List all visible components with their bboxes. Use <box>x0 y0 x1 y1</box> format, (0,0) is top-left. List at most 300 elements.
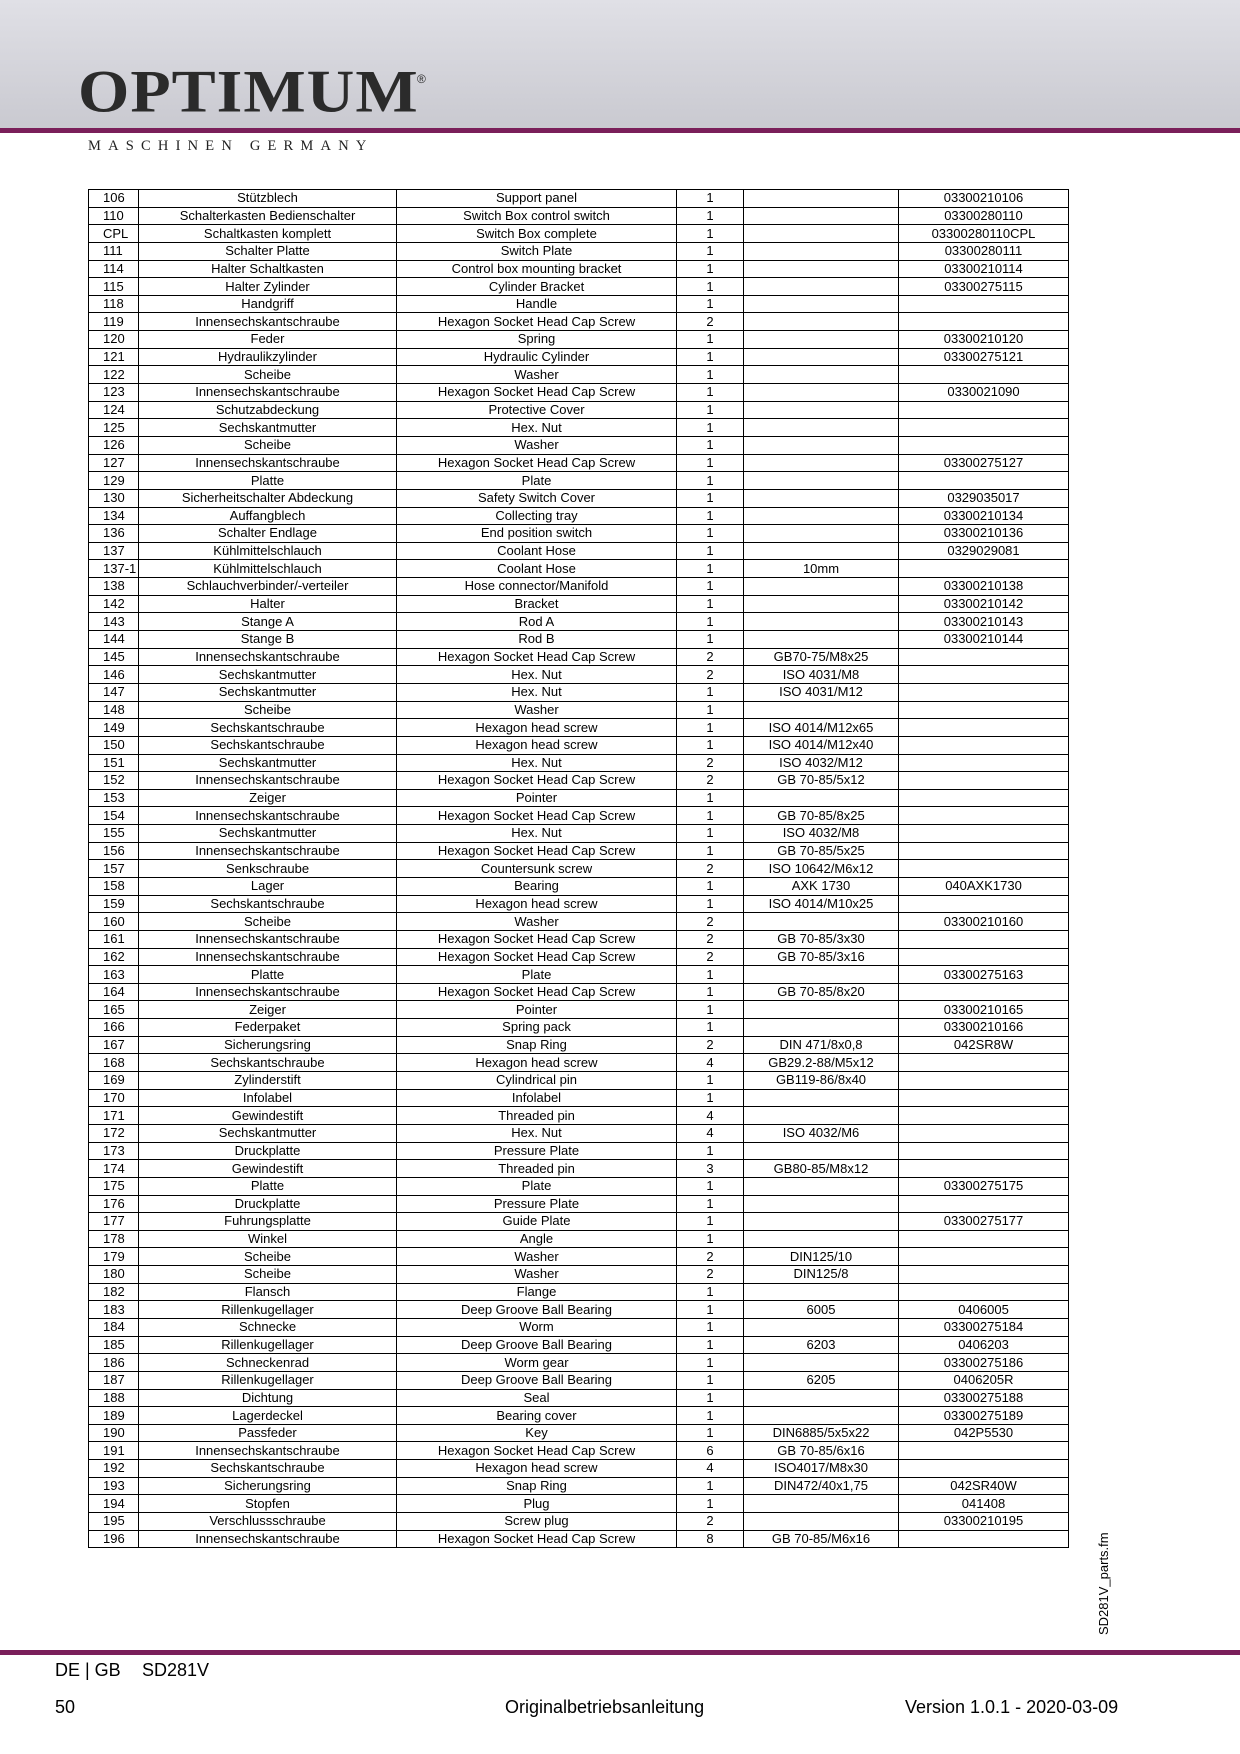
cell-position: 160 <box>89 913 139 931</box>
cell-position: 144 <box>89 631 139 649</box>
table-row <box>89 1248 1069 1266</box>
cell-quantity: 1 <box>677 736 744 754</box>
cell-size <box>744 1107 899 1125</box>
parts-table <box>88 189 1069 1548</box>
cell-designation-en: Hexagon Socket Head Cap Screw <box>397 1530 677 1548</box>
cell-item-no <box>899 1089 1069 1107</box>
cell-position: 154 <box>89 807 139 825</box>
cell-designation-en: Hexagon Socket Head Cap Screw <box>397 930 677 948</box>
cell-quantity: 1 <box>677 242 744 260</box>
cell-quantity: 1 <box>677 877 744 895</box>
cell-quantity: 2 <box>677 754 744 772</box>
cell-position: 111 <box>89 242 139 260</box>
cell-designation-en: Hexagon head screw <box>397 736 677 754</box>
cell-quantity: 1 <box>677 1001 744 1019</box>
cell-position: 120 <box>89 331 139 349</box>
cell-designation-de: Hydraulikzylinder <box>139 348 397 366</box>
cell-position: 176 <box>89 1195 139 1213</box>
cell-designation-en: Hexagon Socket Head Cap Screw <box>397 948 677 966</box>
cell-item-no: 0406203 <box>899 1336 1069 1354</box>
cell-designation-en: Hex. Nut <box>397 683 677 701</box>
table-row <box>89 384 1069 402</box>
cell-quantity: 2 <box>677 930 744 948</box>
cell-item-no: 03300210134 <box>899 507 1069 525</box>
cell-size: GB119-86/8x40 <box>744 1072 899 1090</box>
cell-designation-de: Innensechskantschraube <box>139 1442 397 1460</box>
table-row <box>89 860 1069 878</box>
cell-position: 167 <box>89 1036 139 1054</box>
cell-designation-en: Countersunk screw <box>397 860 677 878</box>
cell-size <box>744 489 899 507</box>
cell-size: ISO 4032/M6 <box>744 1124 899 1142</box>
cell-designation-de: Stange A <box>139 613 397 631</box>
cell-item-no <box>899 1248 1069 1266</box>
cell-quantity: 4 <box>677 1107 744 1125</box>
cell-designation-en: Washer <box>397 1266 677 1284</box>
cell-designation-de: Scheibe <box>139 436 397 454</box>
cell-position: 168 <box>89 1054 139 1072</box>
table-row <box>89 225 1069 243</box>
cell-item-no: 040AXK1730 <box>899 877 1069 895</box>
cell-position: 188 <box>89 1389 139 1407</box>
cell-designation-en: Pressure Plate <box>397 1142 677 1160</box>
cell-designation-de: Auffangblech <box>139 507 397 525</box>
cell-designation-de: Stützblech <box>139 190 397 208</box>
cell-size <box>744 436 899 454</box>
cell-position: 152 <box>89 772 139 790</box>
table-row <box>89 595 1069 613</box>
cell-designation-de: Innensechskantschraube <box>139 983 397 1001</box>
cell-item-no <box>899 789 1069 807</box>
cell-item-no <box>899 948 1069 966</box>
cell-designation-en: Hexagon Socket Head Cap Screw <box>397 807 677 825</box>
cell-designation-en: Hexagon head screw <box>397 1460 677 1478</box>
cell-item-no: 03300275127 <box>899 454 1069 472</box>
cell-designation-de: Stange B <box>139 631 397 649</box>
table-row <box>89 1354 1069 1372</box>
cell-item-no: 03300275163 <box>899 966 1069 984</box>
parts-table-body <box>89 190 1069 1548</box>
cell-item-no <box>899 1142 1069 1160</box>
table-row <box>89 1160 1069 1178</box>
cell-designation-de: Sechskantschraube <box>139 895 397 913</box>
cell-designation-de: Zylinderstift <box>139 1072 397 1090</box>
cell-item-no <box>899 1283 1069 1301</box>
cell-designation-en: Hexagon head screw <box>397 895 677 913</box>
cell-designation-en: Guide Plate <box>397 1213 677 1231</box>
table-row <box>89 1371 1069 1389</box>
cell-designation-en: Washer <box>397 366 677 384</box>
cell-designation-en: Handle <box>397 295 677 313</box>
cell-designation-de: Innensechskantschraube <box>139 930 397 948</box>
cell-designation-en: Plug <box>397 1495 677 1513</box>
cell-quantity: 3 <box>677 1160 744 1178</box>
cell-size: ISO 4031/M8 <box>744 666 899 684</box>
table-row <box>89 772 1069 790</box>
cell-designation-de: Rillenkugellager <box>139 1336 397 1354</box>
cell-quantity: 2 <box>677 1036 744 1054</box>
cell-item-no <box>899 472 1069 490</box>
cell-item-no <box>899 1530 1069 1548</box>
cell-size: ISO 4032/M12 <box>744 754 899 772</box>
cell-designation-de: Innensechskantschraube <box>139 454 397 472</box>
cell-designation-en: Spring pack <box>397 1019 677 1037</box>
cell-size: ISO 4014/M12x65 <box>744 719 899 737</box>
table-row <box>89 1424 1069 1442</box>
table-row <box>89 789 1069 807</box>
brand-logo: OPTIMUM <box>78 58 419 126</box>
document-version: Version 1.0.1 - 2020-03-09 <box>905 1697 1119 1717</box>
table-row <box>89 542 1069 560</box>
cell-quantity: 1 <box>677 260 744 278</box>
cell-quantity: 2 <box>677 648 744 666</box>
cell-designation-en: Hexagon Socket Head Cap Screw <box>397 384 677 402</box>
table-row <box>89 701 1069 719</box>
table-row <box>89 454 1069 472</box>
cell-position: 174 <box>89 1160 139 1178</box>
cell-item-no: 03300210160 <box>899 913 1069 931</box>
cell-size <box>744 242 899 260</box>
cell-item-no: 0406205R <box>899 1371 1069 1389</box>
cell-quantity: 1 <box>677 1019 744 1037</box>
cell-designation-en: Worm gear <box>397 1354 677 1372</box>
cell-size <box>744 1319 899 1337</box>
cell-designation-de: Halter Schaltkasten <box>139 260 397 278</box>
cell-position: 146 <box>89 666 139 684</box>
cell-position: 172 <box>89 1124 139 1142</box>
cell-designation-en: Safety Switch Cover <box>397 489 677 507</box>
cell-item-no: 042SR8W <box>899 1036 1069 1054</box>
cell-designation-de: Sechskantschraube <box>139 1460 397 1478</box>
cell-quantity: 2 <box>677 948 744 966</box>
cell-quantity: 1 <box>677 1371 744 1389</box>
table-row <box>89 648 1069 666</box>
cell-quantity: 1 <box>677 207 744 225</box>
cell-designation-de: Zeiger <box>139 1001 397 1019</box>
cell-position: CPL <box>89 225 139 243</box>
cell-item-no <box>899 666 1069 684</box>
cell-size: ISO 4031/M12 <box>744 683 899 701</box>
table-row <box>89 242 1069 260</box>
cell-position: 190 <box>89 1424 139 1442</box>
cell-designation-de: Schalter Platte <box>139 242 397 260</box>
cell-item-no: 03300275186 <box>899 1354 1069 1372</box>
cell-designation-de: Innensechskantschraube <box>139 948 397 966</box>
cell-quantity: 1 <box>677 966 744 984</box>
cell-item-no: 03300275115 <box>899 278 1069 296</box>
cell-position: 177 <box>89 1213 139 1231</box>
cell-position: 187 <box>89 1371 139 1389</box>
cell-item-no: 03300275184 <box>899 1319 1069 1337</box>
cell-size: GB 70-85/3x30 <box>744 930 899 948</box>
cell-designation-de: Innensechskantschraube <box>139 842 397 860</box>
cell-designation-de: Druckplatte <box>139 1142 397 1160</box>
cell-designation-de: Innensechskantschraube <box>139 313 397 331</box>
table-row <box>89 1177 1069 1195</box>
cell-designation-en: Hex. Nut <box>397 1124 677 1142</box>
table-row <box>89 825 1069 843</box>
table-row <box>89 331 1069 349</box>
cell-designation-en: Angle <box>397 1230 677 1248</box>
cell-item-no <box>899 560 1069 578</box>
cell-quantity: 1 <box>677 560 744 578</box>
table-row <box>89 948 1069 966</box>
cell-designation-en: Switch Box control switch <box>397 207 677 225</box>
cell-size: GB 70-85/8x20 <box>744 983 899 1001</box>
cell-item-no <box>899 1230 1069 1248</box>
cell-designation-de: Halter Zylinder <box>139 278 397 296</box>
table-row <box>89 1054 1069 1072</box>
cell-designation-en: Switch Plate <box>397 242 677 260</box>
cell-quantity: 8 <box>677 1530 744 1548</box>
cell-size: AXK 1730 <box>744 877 899 895</box>
cell-designation-en: Washer <box>397 436 677 454</box>
cell-designation-en: Flange <box>397 1283 677 1301</box>
cell-item-no: 041408 <box>899 1495 1069 1513</box>
table-row <box>89 1089 1069 1107</box>
cell-size <box>744 1177 899 1195</box>
cell-designation-en: Hex. Nut <box>397 754 677 772</box>
cell-designation-de: Flansch <box>139 1283 397 1301</box>
cell-quantity: 1 <box>677 1477 744 1495</box>
cell-position: 191 <box>89 1442 139 1460</box>
cell-quantity: 1 <box>677 825 744 843</box>
cell-quantity: 1 <box>677 1072 744 1090</box>
cell-designation-de: Sicherungsring <box>139 1477 397 1495</box>
table-row <box>89 313 1069 331</box>
table-row <box>89 1036 1069 1054</box>
cell-designation-de: Sechskantmutter <box>139 419 397 437</box>
cell-size <box>744 331 899 349</box>
cell-size: DIN6885/5x5x22 <box>744 1424 899 1442</box>
brand-tagline: MASCHINEN GERMANY <box>88 138 374 154</box>
cell-designation-en: Hex. Nut <box>397 419 677 437</box>
cell-item-no <box>899 1107 1069 1125</box>
cell-item-no: 03300275175 <box>899 1177 1069 1195</box>
table-row <box>89 736 1069 754</box>
cell-item-no <box>899 313 1069 331</box>
cell-position: 171 <box>89 1107 139 1125</box>
cell-quantity: 1 <box>677 525 744 543</box>
cell-item-no <box>899 1460 1069 1478</box>
cell-designation-en: Pointer <box>397 789 677 807</box>
cell-size: DIN472/40x1,75 <box>744 1477 899 1495</box>
cell-designation-en: Infolabel <box>397 1089 677 1107</box>
cell-designation-en: Hexagon Socket Head Cap Screw <box>397 648 677 666</box>
cell-quantity: 2 <box>677 1248 744 1266</box>
cell-quantity: 6 <box>677 1442 744 1460</box>
table-row <box>89 1019 1069 1037</box>
cell-designation-en: Plate <box>397 966 677 984</box>
table-row <box>89 877 1069 895</box>
cell-size <box>744 1001 899 1019</box>
cell-designation-en: Hose connector/Manifold <box>397 578 677 596</box>
cell-position: 159 <box>89 895 139 913</box>
cell-designation-en: Hex. Nut <box>397 825 677 843</box>
header-accent-line <box>0 128 1240 133</box>
cell-designation-de: Scheibe <box>139 1266 397 1284</box>
cell-quantity: 2 <box>677 1513 744 1531</box>
table-row <box>89 525 1069 543</box>
cell-designation-en: Threaded pin <box>397 1107 677 1125</box>
table-row <box>89 1301 1069 1319</box>
cell-quantity: 1 <box>677 1089 744 1107</box>
cell-position: 119 <box>89 313 139 331</box>
cell-size <box>744 913 899 931</box>
cell-size <box>744 1089 899 1107</box>
table-row <box>89 436 1069 454</box>
cell-designation-de: Sechskantmutter <box>139 754 397 772</box>
cell-position: 185 <box>89 1336 139 1354</box>
cell-position: 183 <box>89 1301 139 1319</box>
cell-position: 115 <box>89 278 139 296</box>
cell-size <box>744 225 899 243</box>
cell-designation-en: Rod A <box>397 613 677 631</box>
cell-item-no: 03300210143 <box>899 613 1069 631</box>
side-file-label <box>1096 1515 1116 1635</box>
cell-designation-en: Collecting tray <box>397 507 677 525</box>
cell-designation-en: Snap Ring <box>397 1036 677 1054</box>
cell-item-no <box>899 930 1069 948</box>
table-row <box>89 507 1069 525</box>
cell-size <box>744 1407 899 1425</box>
cell-position: 145 <box>89 648 139 666</box>
cell-designation-en: Snap Ring <box>397 1477 677 1495</box>
cell-position: 186 <box>89 1354 139 1372</box>
cell-size <box>744 1283 899 1301</box>
cell-item-no <box>899 772 1069 790</box>
table-row <box>89 278 1069 296</box>
cell-item-no: 0406005 <box>899 1301 1069 1319</box>
cell-designation-en: Protective Cover <box>397 401 677 419</box>
cell-designation-de: Verschlussschraube <box>139 1513 397 1531</box>
cell-item-no <box>899 366 1069 384</box>
cell-position: 180 <box>89 1266 139 1284</box>
cell-size: GB29.2-88/M5x12 <box>744 1054 899 1072</box>
footer-model: SD281V <box>142 1660 210 1680</box>
cell-designation-en: Key <box>397 1424 677 1442</box>
cell-position: 138 <box>89 578 139 596</box>
cell-item-no: 0330021090 <box>899 384 1069 402</box>
table-row <box>89 419 1069 437</box>
cell-size: DIN125/8 <box>744 1266 899 1284</box>
cell-quantity: 2 <box>677 313 744 331</box>
registered-mark: ® <box>417 72 426 86</box>
cell-size <box>744 525 899 543</box>
cell-size <box>744 260 899 278</box>
cell-item-no: 0329035017 <box>899 489 1069 507</box>
cell-position: 158 <box>89 877 139 895</box>
cell-position: 162 <box>89 948 139 966</box>
cell-size <box>744 384 899 402</box>
cell-designation-en: Hexagon head screw <box>397 719 677 737</box>
cell-designation-de: Platte <box>139 1177 397 1195</box>
cell-size: 6005 <box>744 1301 899 1319</box>
cell-quantity: 1 <box>677 507 744 525</box>
cell-item-no <box>899 895 1069 913</box>
cell-designation-en: Pointer <box>397 1001 677 1019</box>
cell-item-no <box>899 842 1069 860</box>
cell-size <box>744 454 899 472</box>
cell-size <box>744 1142 899 1160</box>
cell-item-no: 03300210138 <box>899 578 1069 596</box>
cell-item-no <box>899 436 1069 454</box>
cell-size <box>744 613 899 631</box>
cell-position: 156 <box>89 842 139 860</box>
cell-position: 125 <box>89 419 139 437</box>
cell-position: 147 <box>89 683 139 701</box>
cell-designation-en: Hexagon Socket Head Cap Screw <box>397 772 677 790</box>
cell-size <box>744 789 899 807</box>
table-row <box>89 1001 1069 1019</box>
cell-size <box>744 295 899 313</box>
cell-designation-en: Spring <box>397 331 677 349</box>
table-row <box>89 366 1069 384</box>
table-row <box>89 348 1069 366</box>
cell-size <box>744 631 899 649</box>
cell-quantity: 2 <box>677 666 744 684</box>
cell-size: GB70-75/M8x25 <box>744 648 899 666</box>
table-row <box>89 983 1069 1001</box>
cell-designation-de: Innensechskantschraube <box>139 648 397 666</box>
cell-item-no: 0329029081 <box>899 542 1069 560</box>
cell-designation-de: Passfeder <box>139 1424 397 1442</box>
cell-size: ISO 4014/M12x40 <box>744 736 899 754</box>
table-row <box>89 260 1069 278</box>
table-row <box>89 666 1069 684</box>
cell-designation-en: Coolant Hose <box>397 542 677 560</box>
table-row <box>89 895 1069 913</box>
cell-position: 151 <box>89 754 139 772</box>
cell-designation-en: Hexagon Socket Head Cap Screw <box>397 313 677 331</box>
cell-designation-de: Lagerdeckel <box>139 1407 397 1425</box>
cell-designation-en: Hydraulic Cylinder <box>397 348 677 366</box>
table-row <box>89 1195 1069 1213</box>
cell-quantity: 1 <box>677 1336 744 1354</box>
cell-designation-de: Schneckenrad <box>139 1354 397 1372</box>
cell-quantity: 1 <box>677 1495 744 1513</box>
cell-designation-de: Sechskantmutter <box>139 1124 397 1142</box>
cell-item-no <box>899 1195 1069 1213</box>
cell-position: 110 <box>89 207 139 225</box>
cell-position: 122 <box>89 366 139 384</box>
cell-size <box>744 207 899 225</box>
cell-size: GB80-85/M8x12 <box>744 1160 899 1178</box>
cell-size <box>744 966 899 984</box>
cell-item-no: 03300210106 <box>899 190 1069 208</box>
cell-quantity: 1 <box>677 1177 744 1195</box>
cell-position: 165 <box>89 1001 139 1019</box>
table-row <box>89 190 1069 208</box>
table-row <box>89 613 1069 631</box>
cell-designation-en: Washer <box>397 701 677 719</box>
cell-quantity: 1 <box>677 472 744 490</box>
cell-size <box>744 401 899 419</box>
cell-designation-de: Dichtung <box>139 1389 397 1407</box>
cell-designation-de: Lager <box>139 877 397 895</box>
cell-item-no <box>899 825 1069 843</box>
cell-designation-en: Rod B <box>397 631 677 649</box>
cell-item-no <box>899 648 1069 666</box>
cell-quantity: 1 <box>677 331 744 349</box>
cell-designation-en: Screw plug <box>397 1513 677 1531</box>
cell-position: 179 <box>89 1248 139 1266</box>
cell-item-no <box>899 860 1069 878</box>
cell-quantity: 1 <box>677 1213 744 1231</box>
cell-item-no: 03300275177 <box>899 1213 1069 1231</box>
cell-designation-de: Sechskantschraube <box>139 1054 397 1072</box>
cell-designation-de: Fuhrungsplatte <box>139 1213 397 1231</box>
